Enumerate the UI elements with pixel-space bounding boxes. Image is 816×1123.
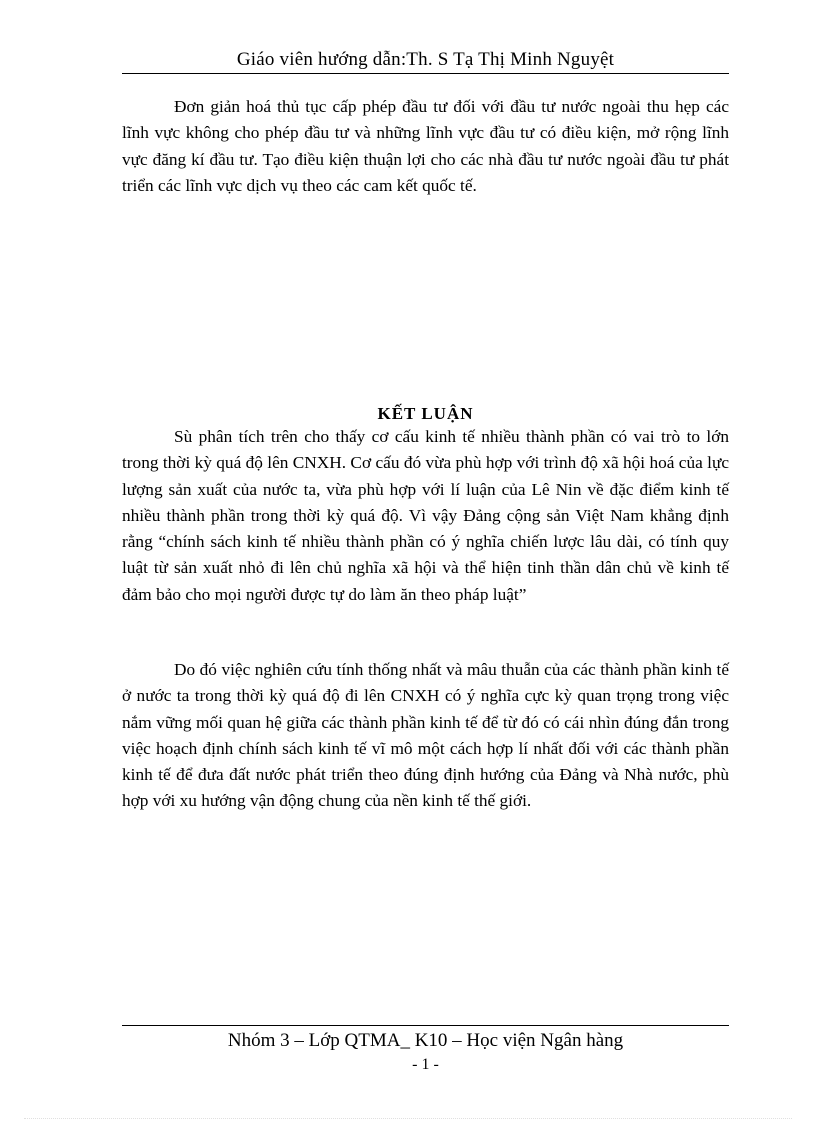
footer-divider [122,1025,729,1026]
header-divider [122,73,729,74]
page-footer: Nhóm 3 – Lớp QTMA_ K10 – Học viện Ngân hàng [227,1030,624,1051]
intro-paragraph: Đơn giản hoá thủ tục cấp phép đầu tư đối với đầu tư nước ngoài thu hẹp các lĩnh vực không cho phép đầu tư và những lĩnh vực đầu tư có điều kiện, mở rộng lĩnh vực đăng kí đầu tư. Tạo điều kiện thuận lợi cho các nhà đầu tư nước ngoài đầu tư phát triển các lĩnh vực dịch vụ theo các cam kết quốc tế. [122,97,729,195]
page-header: Giáo viên hướng dẫn:Th. S Tạ Thị Minh Nguyệt [236,49,615,70]
page-bottom-edge [24,1118,792,1119]
conclusion-paragraph-2: Do đó việc nghiên cứu tính thống nhất và mâu thuẫn của các thành phần kinh tế ở nước ta trong thời kỳ quá độ đi lên CNXH có ý nghĩa cực kỳ quan trọng trong việc nắm vững mối quan hệ giữa các thành phần kinh tế để từ đó có cái nhìn đúng đắn trong việc hoạch định chính sách kinh tế vĩ mô một cách hợp lí nhất đối với các thành phần kinh tế để đưa đất nước phát triển theo đúng định hướng của Đảng và Nhà nước, phù hợp với xu hướng vận động chung của nền kinh tế thế giới. [122,660,729,811]
conclusion-paragraph-1: Sù phân tích trên cho thấy cơ cấu kinh tế nhiều thành phần có vai trò to lớn trong thời kỳ quá độ lên CNXH. Cơ cấu đó vừa phù hợp với trình độ xã hội hoá của lực lượng sản xuất của nước ta, vừa phù hợp với lí luận của Lê Nin về đặc điểm kinh tế nhiều thành phần trong thời kỳ quá độ. Vì vậy Đảng cộng sản Việt Nam khẳng định rằng “chính sách kinh tế nhiều thành phần có ý nghĩa chiến lược lâu dài, có tính quy luật từ sản xuất nhỏ đi lên chủ nghĩa xã hội và thể hiện tinh thần dân chủ về kinh tế đảm bảo cho mọi người được tự do làm ăn theo pháp luật” [122,427,729,604]
section-heading: KẾT LUẬN [377,404,474,423]
page-number: - 1 - [412,1056,439,1073]
